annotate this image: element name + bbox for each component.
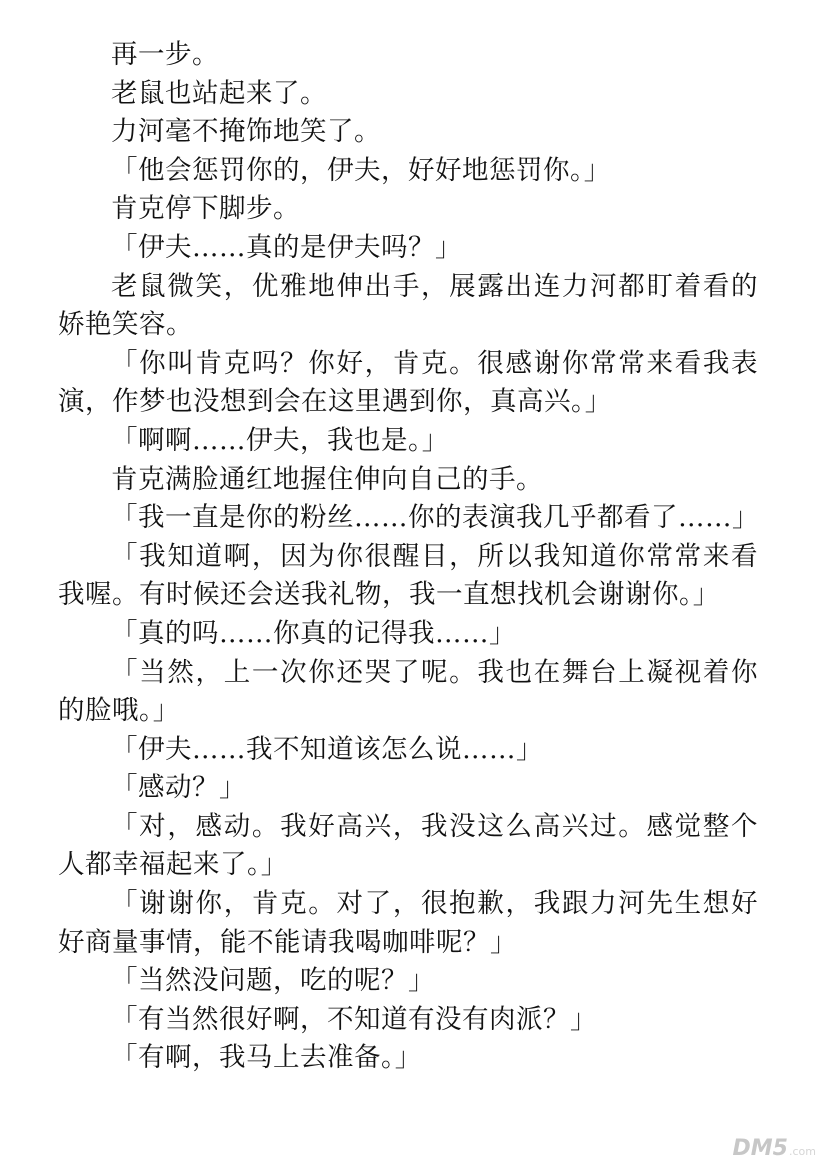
paragraph: 「当然，上一次你还哭了呢。我也在舞台上凝视着你的脸哦。」 bbox=[58, 656, 758, 727]
paragraph: 肯克停下脚步。 bbox=[111, 193, 300, 225]
paragraph: 「感动？」 bbox=[111, 772, 246, 804]
paragraph: 「对，感动。我好高兴，我没这么高兴过。感觉整个人都幸福起来了。」 bbox=[58, 810, 758, 881]
paragraph: 「啊啊……伊夫，我也是。」 bbox=[111, 424, 449, 456]
watermark-text: DM5 bbox=[732, 1136, 788, 1161]
paragraph: 「他会惩罚你的，伊夫，好好地惩罚你。」 bbox=[111, 154, 611, 186]
paragraph: 老鼠微笑，优雅地伸出手，展露出连力河都盯着看的娇艳笑容。 bbox=[58, 270, 758, 341]
paragraph: 「有当然很好啊，不知道有没有肉派？」 bbox=[111, 1003, 597, 1035]
paragraph: 「伊夫……我不知道该怎么说……」 bbox=[111, 733, 543, 765]
paragraph: 「谢谢你，肯克。对了，很抱歉，我跟力河先生想好好商量事情，能不能请我喝咖啡呢？」 bbox=[58, 888, 758, 958]
novel-text bbox=[58, 36, 758, 1078]
watermark-suffix: .com bbox=[789, 1145, 816, 1158]
paragraph: 肯克满脸通红地握住伸向自己的手。 bbox=[111, 463, 543, 495]
paragraph: 老鼠也站起来了。 bbox=[111, 77, 327, 109]
paragraph: 力河毫不掩饰地笑了。 bbox=[111, 116, 381, 148]
paragraph: 「我知道啊，因为你很醒目，所以我知道你常常来看我喔。有时候还会送我礼物，我一直想找机会谢谢你。」 bbox=[58, 540, 758, 611]
watermark-logo bbox=[733, 1136, 816, 1161]
paragraph: 「当然没问题，吃的呢？」 bbox=[111, 965, 435, 997]
paragraph: 「你叫肯克吗？你好，肯克。很感谢你常常来看我表演，作梦也没想到会在这里遇到你，真高兴。」 bbox=[58, 347, 758, 418]
paragraph: 「我一直是你的粉丝……你的表演我几乎都看了……」 bbox=[111, 502, 759, 534]
paragraph: 「伊夫……真的是伊夫吗？」 bbox=[111, 231, 462, 263]
paragraph: 「真的吗……你真的记得我……」 bbox=[111, 617, 516, 649]
paragraph: 再一步。 bbox=[111, 39, 219, 70]
paragraph: 「有啊，我马上去准备。」 bbox=[111, 1042, 422, 1074]
